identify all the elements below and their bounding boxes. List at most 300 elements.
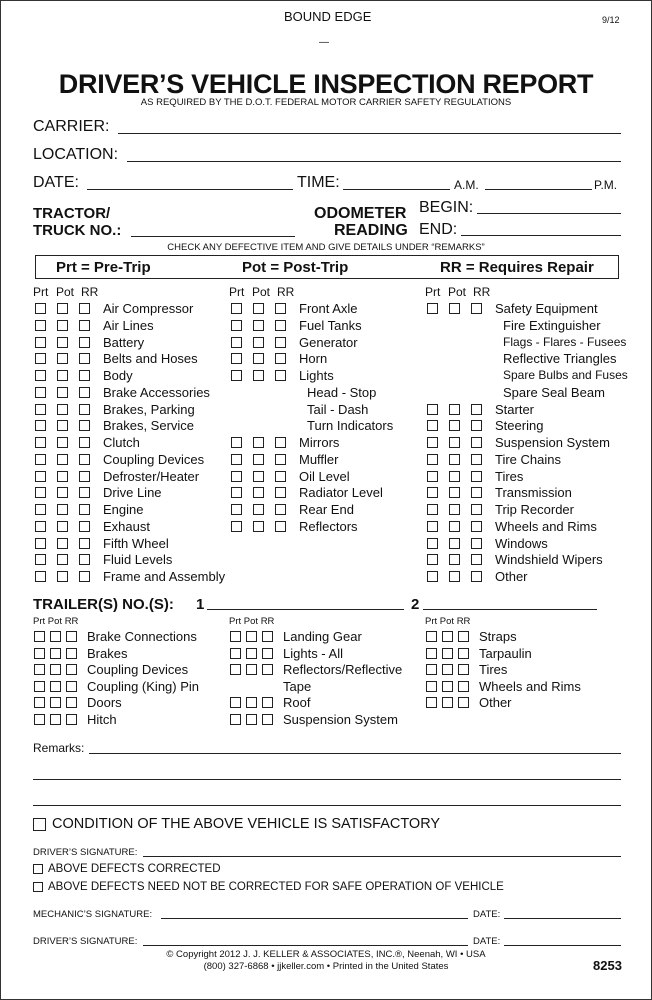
trailer-item-label: Lights - All xyxy=(283,645,343,661)
pot-checkbox[interactable] xyxy=(57,521,68,532)
rr-checkbox[interactable] xyxy=(275,487,286,498)
rr-checkbox[interactable] xyxy=(471,471,482,482)
prt-checkbox[interactable] xyxy=(231,454,242,465)
checklist-label: Air Lines xyxy=(103,317,154,333)
checklist-row-rear-end xyxy=(231,501,354,518)
pot-checkbox[interactable] xyxy=(253,454,264,465)
rr-checkbox[interactable] xyxy=(275,437,286,448)
rr-checkbox[interactable] xyxy=(262,697,273,708)
prt-checkbox[interactable] xyxy=(230,631,241,642)
rr-checkbox[interactable] xyxy=(471,487,482,498)
checklist-label: Mirrors xyxy=(299,435,340,450)
trailer-item-label: Suspension System xyxy=(283,711,398,727)
prt-checkbox[interactable] xyxy=(35,420,46,431)
col1-header-prt: Prt xyxy=(33,285,49,299)
pot-checkbox[interactable] xyxy=(57,487,68,498)
trailer-item-label: Other xyxy=(479,695,512,710)
prt-checkbox[interactable] xyxy=(427,404,438,415)
rr-checkbox[interactable] xyxy=(79,554,90,565)
rr-checkbox[interactable] xyxy=(79,571,90,582)
checklist-row-frame-and-assembly xyxy=(35,568,225,585)
prt-checkbox[interactable] xyxy=(34,631,45,642)
rr-checkbox[interactable] xyxy=(471,303,482,314)
checklist-label: Battery xyxy=(103,334,145,350)
reading-label: READING xyxy=(334,222,408,239)
checklist-label: Suspension System xyxy=(495,435,610,450)
carrier-field[interactable] xyxy=(118,133,621,134)
prt-checkbox[interactable] xyxy=(35,404,46,415)
pot-checkbox[interactable] xyxy=(253,487,264,498)
pot-checkbox[interactable] xyxy=(442,631,453,642)
pm-label: P.M. xyxy=(594,178,618,192)
mechanic-signature-field[interactable] xyxy=(161,918,468,919)
checklist-row-defroster-heater xyxy=(35,468,199,485)
legend-pot: Pot = Post-Trip xyxy=(242,259,349,276)
remarks-label: Remarks: xyxy=(33,741,85,755)
prt-checkbox[interactable] xyxy=(427,487,438,498)
prt-checkbox[interactable] xyxy=(231,303,242,314)
trailer-item-label: Wheels and Rims xyxy=(479,678,581,694)
prt-checkbox[interactable] xyxy=(426,664,437,675)
pot-checkbox[interactable] xyxy=(57,504,68,515)
checklist-label: Brakes, Service xyxy=(103,418,195,434)
am-label: A.M. xyxy=(454,178,479,192)
driver-signature-label: DRIVER’S SIGNATURE: xyxy=(33,847,138,858)
trailer-row-tires xyxy=(426,661,507,678)
location-field[interactable] xyxy=(127,161,621,162)
rr-checkbox[interactable] xyxy=(275,521,286,532)
pot-checkbox[interactable] xyxy=(57,320,68,331)
pot-checkbox[interactable] xyxy=(253,303,264,314)
checklist-row-brakes-parking xyxy=(35,401,195,418)
trailer-row-doors xyxy=(34,694,122,711)
checklist-row-lights xyxy=(231,367,334,384)
rr-checkbox[interactable] xyxy=(66,714,77,725)
prt-checkbox[interactable] xyxy=(231,487,242,498)
prt-checkbox[interactable] xyxy=(426,648,437,659)
prt-checkbox[interactable] xyxy=(427,454,438,465)
prt-checkbox[interactable] xyxy=(35,471,46,482)
trailer-1-field[interactable] xyxy=(207,609,404,610)
rr-checkbox[interactable] xyxy=(79,337,90,348)
checklist-row-steering xyxy=(427,417,543,434)
mechanic-date-field[interactable] xyxy=(504,918,621,919)
trailer-row-coupling-devices xyxy=(34,661,188,678)
pot-checkbox[interactable] xyxy=(57,404,68,415)
pot-checkbox[interactable] xyxy=(449,487,460,498)
rr-checkbox[interactable] xyxy=(66,681,77,692)
checklist-row-windows xyxy=(427,535,548,552)
pot-checkbox[interactable] xyxy=(57,471,68,482)
checklist-label: Wheels and Rims xyxy=(495,518,597,534)
date-field[interactable] xyxy=(87,189,293,190)
checklist-row-tire-chains xyxy=(427,451,561,468)
remarks-line-2[interactable] xyxy=(33,779,621,780)
rr-checkbox[interactable] xyxy=(471,420,482,431)
checklist-row-mirrors xyxy=(231,434,339,451)
prt-checkbox[interactable] xyxy=(230,664,241,675)
rr-checkbox[interactable] xyxy=(275,353,286,364)
trailer-row-landing-gear xyxy=(230,628,362,645)
rr-checkbox[interactable] xyxy=(458,664,469,675)
rr-checkbox[interactable] xyxy=(471,571,482,582)
time-am-field[interactable] xyxy=(343,189,450,190)
rr-checkbox[interactable] xyxy=(275,471,286,482)
checklist-label: Steering xyxy=(495,418,544,434)
trailer-row-brake-connections xyxy=(34,628,197,645)
rr-checkbox[interactable] xyxy=(471,538,482,549)
odometer-label: ODOMETER xyxy=(314,205,407,222)
rr-checkbox[interactable] xyxy=(275,303,286,314)
checklist-row-generator xyxy=(231,334,358,351)
pot-checkbox[interactable] xyxy=(449,437,460,448)
checklist-row-front-axle xyxy=(231,300,358,317)
trailer-row-roof xyxy=(230,694,310,711)
pot-checkbox[interactable] xyxy=(253,437,264,448)
trailer-item-label: Hitch xyxy=(87,711,117,727)
prt-checkbox[interactable] xyxy=(35,320,46,331)
checklist-row-engine xyxy=(35,501,143,518)
rr-checkbox[interactable] xyxy=(79,454,90,465)
pot-checkbox[interactable] xyxy=(442,681,453,692)
rr-checkbox[interactable] xyxy=(66,631,77,642)
prt-checkbox[interactable] xyxy=(35,437,46,448)
pot-checkbox[interactable] xyxy=(57,387,68,398)
trailer-item-label: Tires xyxy=(479,662,508,677)
prt-checkbox[interactable] xyxy=(426,697,437,708)
checklist-row-trip-recorder xyxy=(427,501,574,518)
driver-date-field[interactable] xyxy=(504,945,621,946)
carrier-label: CARRIER: xyxy=(33,118,110,135)
prt-checkbox[interactable] xyxy=(427,504,438,515)
trailer-row-coupling-king-pin xyxy=(34,678,199,695)
checklist-label: Generator xyxy=(299,334,358,350)
prt-checkbox[interactable] xyxy=(35,454,46,465)
pot-checkbox[interactable] xyxy=(442,697,453,708)
trailer-row-reflectors-reflective xyxy=(230,661,402,678)
prt-checkbox[interactable] xyxy=(426,631,437,642)
rr-checkbox[interactable] xyxy=(458,697,469,708)
truck-no-field[interactable] xyxy=(131,236,295,237)
checklist-row-oil-level xyxy=(231,468,350,485)
rr-checkbox[interactable] xyxy=(262,664,273,675)
checklist-label: Brake Accessories xyxy=(103,384,210,400)
pot-checkbox[interactable] xyxy=(57,571,68,582)
pot-checkbox[interactable] xyxy=(253,320,264,331)
rr-checkbox[interactable] xyxy=(262,648,273,659)
checklist-subitem-head-stop: Head - Stop xyxy=(307,384,377,400)
pot-checkbox[interactable] xyxy=(449,471,460,482)
col2-header-rr: RR xyxy=(277,285,295,299)
prt-checkbox[interactable] xyxy=(427,571,438,582)
checklist-subitem-turn-indicators: Turn Indicators xyxy=(307,418,394,434)
prt-checkbox[interactable] xyxy=(35,370,46,381)
rr-checkbox[interactable] xyxy=(79,471,90,482)
trailer-2-field[interactable] xyxy=(423,609,597,610)
rr-checkbox[interactable] xyxy=(262,631,273,642)
rr-checkbox[interactable] xyxy=(79,504,90,515)
remarks-line-1[interactable] xyxy=(89,753,621,754)
check-instruction: CHECK ANY DEFECTIVE ITEM AND GIVE DETAILS UNDER “REMARKS” xyxy=(167,242,485,253)
rr-checkbox[interactable] xyxy=(79,487,90,498)
rr-checkbox[interactable] xyxy=(66,648,77,659)
checklist-row-wheels-and-rims xyxy=(427,518,597,535)
prt-checkbox[interactable] xyxy=(34,681,45,692)
checklist-row-safety-equipment xyxy=(427,300,598,317)
rr-checkbox[interactable] xyxy=(471,554,482,565)
prt-checkbox[interactable] xyxy=(34,664,45,675)
pot-checkbox[interactable] xyxy=(253,521,264,532)
prt-checkbox[interactable] xyxy=(35,504,46,515)
checklist-subitem-fire-extinguisher: Fire Extinguisher xyxy=(503,317,601,333)
pot-checkbox[interactable] xyxy=(50,697,61,708)
pot-checkbox[interactable] xyxy=(246,631,257,642)
checklist-label: Drive Line xyxy=(103,485,162,501)
odometer-begin-field[interactable] xyxy=(477,213,621,214)
checklist-label: Belts and Hoses xyxy=(103,351,198,367)
checklist-row-battery xyxy=(35,334,144,351)
rr-checkbox[interactable] xyxy=(79,303,90,314)
rr-checkbox[interactable] xyxy=(79,437,90,448)
pot-checkbox[interactable] xyxy=(449,420,460,431)
trailer-item-label: Landing Gear xyxy=(283,629,362,644)
pot-checkbox[interactable] xyxy=(57,370,68,381)
checklist-label: Clutch xyxy=(103,435,140,450)
pot-checkbox[interactable] xyxy=(57,554,68,565)
pot-checkbox[interactable] xyxy=(253,337,264,348)
pot-checkbox[interactable] xyxy=(50,631,61,642)
pot-checkbox[interactable] xyxy=(449,404,460,415)
checklist-label: Horn xyxy=(299,351,328,367)
rr-checkbox[interactable] xyxy=(275,337,286,348)
checklist-row-fluid-levels xyxy=(35,551,172,568)
prt-checkbox[interactable] xyxy=(34,697,45,708)
checklist-row-transmission xyxy=(427,484,572,501)
pot-checkbox[interactable] xyxy=(246,648,257,659)
prt-checkbox[interactable] xyxy=(230,697,241,708)
odometer-end-field[interactable] xyxy=(461,235,621,236)
checklist-row-horn xyxy=(231,350,327,367)
prt-checkbox[interactable] xyxy=(35,554,46,565)
checklist-subitem-spare-seal-beam: Spare Seal Beam xyxy=(503,384,605,400)
col2-header-prt: Prt xyxy=(229,285,245,299)
rr-checkbox[interactable] xyxy=(79,320,90,331)
satisfactory-label: CONDITION OF THE ABOVE VEHICLE IS SATISFACTORY xyxy=(52,816,441,832)
trailer-col1-header: Prt Pot RR xyxy=(33,616,79,627)
checklist-row-air-compressor xyxy=(35,300,193,317)
checklist-row-air-lines xyxy=(35,317,154,334)
pot-checkbox[interactable] xyxy=(50,714,61,725)
prt-checkbox[interactable] xyxy=(427,303,438,314)
rr-checkbox[interactable] xyxy=(275,370,286,381)
pot-checkbox[interactable] xyxy=(253,504,264,515)
checklist-row-brake-accessories xyxy=(35,384,210,401)
pot-checkbox[interactable] xyxy=(246,697,257,708)
pot-checkbox[interactable] xyxy=(442,664,453,675)
checklist-label: Engine xyxy=(103,502,144,517)
checklist-row-windshield-wipers xyxy=(427,551,603,568)
prt-checkbox[interactable] xyxy=(427,521,438,532)
pot-checkbox[interactable] xyxy=(449,303,460,314)
pot-checkbox[interactable] xyxy=(253,370,264,381)
checklist-label: Front Axle xyxy=(299,301,358,316)
prt-checkbox[interactable] xyxy=(231,504,242,515)
prt-checkbox[interactable] xyxy=(35,353,46,364)
pot-checkbox[interactable] xyxy=(253,471,264,482)
checklist-row-radiator-level xyxy=(231,484,383,501)
prt-checkbox[interactable] xyxy=(231,320,242,331)
checklist-label: Lights xyxy=(299,368,334,383)
rr-checkbox[interactable] xyxy=(79,521,90,532)
legend-rr: RR = Requires Repair xyxy=(440,259,594,276)
location-label: LOCATION: xyxy=(33,146,119,163)
rr-checkbox[interactable] xyxy=(79,404,90,415)
checklist-row-suspension-system xyxy=(427,434,610,451)
pot-checkbox[interactable] xyxy=(50,664,61,675)
col1-header-pot: Pot xyxy=(56,285,75,299)
checklist-label: Oil Level xyxy=(299,468,350,484)
pot-checkbox[interactable] xyxy=(449,454,460,465)
pot-checkbox[interactable] xyxy=(449,538,460,549)
prt-checkbox[interactable] xyxy=(35,337,46,348)
trailer-row-straps xyxy=(426,628,517,645)
rr-checkbox[interactable] xyxy=(79,353,90,364)
checklist-label: Coupling Devices xyxy=(103,451,205,467)
rr-checkbox[interactable] xyxy=(66,697,77,708)
trailer-1-label: 1 xyxy=(196,596,205,613)
trailer-col2-header: Prt Pot RR xyxy=(229,616,275,627)
pot-checkbox[interactable] xyxy=(57,437,68,448)
col2-header-pot: Pot xyxy=(252,285,271,299)
time-pm-field[interactable] xyxy=(485,189,592,190)
trailer-item-label: Reflectors/Reflective xyxy=(283,662,403,677)
driver-signature-2-label: DRIVER’S SIGNATURE: xyxy=(33,936,138,947)
prt-checkbox[interactable] xyxy=(427,420,438,431)
col3-header-rr: RR xyxy=(473,285,491,299)
pot-checkbox[interactable] xyxy=(57,337,68,348)
prt-checkbox[interactable] xyxy=(231,471,242,482)
defects-not-corrected-checkbox[interactable] xyxy=(33,882,43,892)
prt-checkbox[interactable] xyxy=(426,681,437,692)
pot-checkbox[interactable] xyxy=(57,303,68,314)
checklist-row-muffler xyxy=(231,451,339,468)
prt-checkbox[interactable] xyxy=(427,437,438,448)
driver-signature-2-field[interactable] xyxy=(143,945,468,946)
prt-checkbox[interactable] xyxy=(230,648,241,659)
prt-checkbox[interactable] xyxy=(34,714,45,725)
rr-checkbox[interactable] xyxy=(79,387,90,398)
checklist-label: Tires xyxy=(495,468,524,484)
rr-checkbox[interactable] xyxy=(471,521,482,532)
prt-checkbox[interactable] xyxy=(35,571,46,582)
rr-checkbox[interactable] xyxy=(262,714,273,725)
satisfactory-checkbox[interactable] xyxy=(33,818,46,831)
prt-checkbox[interactable] xyxy=(427,554,438,565)
prt-checkbox[interactable] xyxy=(35,487,46,498)
pot-checkbox[interactable] xyxy=(57,353,68,364)
pot-checkbox[interactable] xyxy=(449,504,460,515)
checklist-subitem-reflective-triangles: Reflective Triangles xyxy=(503,351,617,367)
prt-checkbox[interactable] xyxy=(34,648,45,659)
checklist-subitem-spare-bulbs-and-fuses: Spare Bulbs and Fuses xyxy=(503,368,628,382)
rr-checkbox[interactable] xyxy=(275,454,286,465)
trailer-row-brakes xyxy=(34,645,127,662)
copyright-line-2: (800) 327-6868 • jjkeller.com • Printed in the United States xyxy=(203,961,449,972)
rr-checkbox[interactable] xyxy=(458,648,469,659)
prt-checkbox[interactable] xyxy=(231,337,242,348)
pot-checkbox[interactable] xyxy=(57,538,68,549)
remarks-line-3[interactable] xyxy=(33,805,621,806)
checklist-label: Rear End xyxy=(299,502,354,517)
checklist-row-belts-and-hoses xyxy=(35,350,198,367)
prt-checkbox[interactable] xyxy=(427,538,438,549)
pot-checkbox[interactable] xyxy=(449,571,460,582)
rr-checkbox[interactable] xyxy=(471,504,482,515)
prt-checkbox[interactable] xyxy=(427,471,438,482)
prt-checkbox[interactable] xyxy=(35,521,46,532)
rr-checkbox[interactable] xyxy=(79,370,90,381)
begin-label: BEGIN: xyxy=(419,199,474,216)
pot-checkbox[interactable] xyxy=(246,664,257,675)
rr-checkbox[interactable] xyxy=(66,664,77,675)
prt-checkbox[interactable] xyxy=(231,437,242,448)
date-label: DATE: xyxy=(33,174,79,191)
pot-checkbox[interactable] xyxy=(57,454,68,465)
checklist-label: Tire Chains xyxy=(495,451,561,467)
pot-checkbox[interactable] xyxy=(246,714,257,725)
prt-checkbox[interactable] xyxy=(35,303,46,314)
prt-checkbox[interactable] xyxy=(230,714,241,725)
checklist-row-fuel-tanks xyxy=(231,317,362,334)
rr-checkbox[interactable] xyxy=(275,504,286,515)
pot-checkbox[interactable] xyxy=(50,681,61,692)
checklist-label: Fluid Levels xyxy=(103,552,173,568)
pot-checkbox[interactable] xyxy=(449,554,460,565)
rr-checkbox[interactable] xyxy=(79,538,90,549)
checklist-label: Exhaust xyxy=(103,518,150,534)
rr-checkbox[interactable] xyxy=(471,454,482,465)
defects-corrected-label: ABOVE DEFECTS CORRECTED xyxy=(48,863,221,875)
prt-checkbox[interactable] xyxy=(231,370,242,381)
checklist-label: Fifth Wheel xyxy=(103,535,169,551)
pot-checkbox[interactable] xyxy=(253,353,264,364)
prt-checkbox[interactable] xyxy=(231,353,242,364)
pot-checkbox[interactable] xyxy=(50,648,61,659)
rr-checkbox[interactable] xyxy=(458,681,469,692)
rr-checkbox[interactable] xyxy=(471,437,482,448)
checklist-label: Radiator Level xyxy=(299,485,383,501)
defects-corrected-checkbox[interactable] xyxy=(33,864,43,874)
rr-checkbox[interactable] xyxy=(79,420,90,431)
rr-checkbox[interactable] xyxy=(458,631,469,642)
rr-checkbox[interactable] xyxy=(471,404,482,415)
checklist-subitem-flags-flares-fusees: Flags - Flares - Fusees xyxy=(503,334,627,349)
pot-checkbox[interactable] xyxy=(449,521,460,532)
pot-checkbox[interactable] xyxy=(57,420,68,431)
pot-checkbox[interactable] xyxy=(442,648,453,659)
rr-checkbox[interactable] xyxy=(275,320,286,331)
checklist-row-coupling-devices xyxy=(35,451,204,468)
trailer-col3-header: Prt Pot RR xyxy=(425,616,471,627)
prt-checkbox[interactable] xyxy=(35,538,46,549)
checklist-label: Trip Recorder xyxy=(495,502,574,517)
checklist-row-fifth-wheel xyxy=(35,535,169,552)
checklist-row-brakes-service xyxy=(35,417,194,434)
prt-checkbox[interactable] xyxy=(231,521,242,532)
driver-signature-field[interactable] xyxy=(143,856,621,857)
prt-checkbox[interactable] xyxy=(35,387,46,398)
trailer-2-label: 2 xyxy=(411,596,420,613)
